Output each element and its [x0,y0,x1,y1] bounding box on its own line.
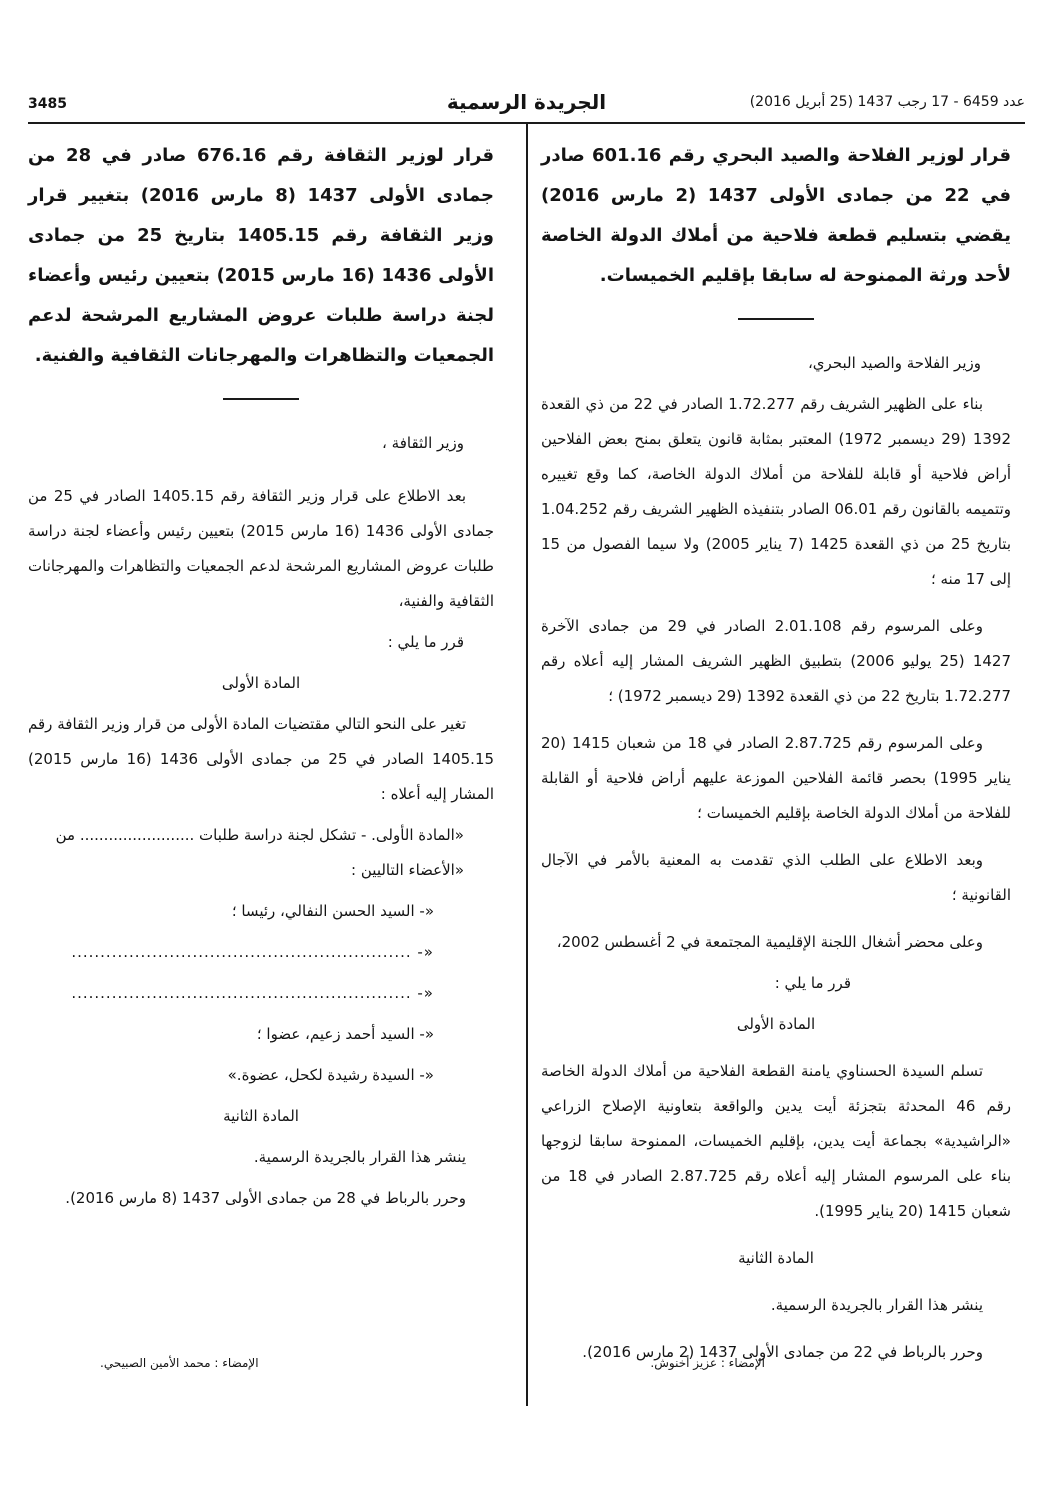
minister-line: وزير الثقافة ، [382,434,464,452]
preamble-paragraph: وعلى محضر أشغال اللجنة الإقليمية المجتمعة في 2 أغسطس 2002، [556,933,983,951]
member-item: «- ........................................................... [71,943,434,961]
article-heading: المادة الثانية [223,1107,299,1125]
decision-line: قرر ما يلي : [387,633,464,651]
page-number: 3485 [28,96,67,112]
decree-title: قرار لوزير الثقافة رقم 676.16 صادر في 28 من جمادى الأولى 1437 (8 مارس 2016) بتغيير قرار وزير الثقافة رقم 1405.15 بتاريخ 25 من جمادى الأولى 1436 (16 مارس 2015) بتعيين رئيس وأعضاء لجنة دراسة طلبات عروض المشاريع المرشحة لدعم الجمعيات والتظاهرات والمهرجانات الثقافية والفنية. [28,145,495,366]
decision-line: قرر ما يلي : [774,974,851,992]
preamble-paragraph: وعلى المرسوم رقم 2.87.725 الصادر في 18 من شعبان 1415 (20 يناير 1995) بحصر قائمة الفلاحين الموزعة عليهم أراض فلاحية أو القابلة للفلاحة من أملاك الدولة الخاصة بإقليم الخميسات ؛ [541,734,1011,822]
minister-line: وزير الفلاحة والصيد البحري، [807,354,981,372]
article-text: ينشر هذا القرار بالجريدة الرسمية. [253,1148,466,1166]
title-separator [223,398,299,400]
page-header [28,90,1025,122]
signature: الإمضاء : محمد الأمين الصبيحي. [100,1356,259,1370]
article-text: تسلم السيدة الحسناوي يامنة القطعة الفلاحية من أملاك الدولة الخاصة رقم 46 المحدثة بتجزئة أيت يدين والواقعة بتعاونية الإصلاح الزراعي «الراشيدية» بجماعة أيت يدين، بإقليم الخميسات، الممنوحة سابقا لزوجها بناء على المرسوم المشار إليه أعلاه رقم 2.87.725 الصادر في 18 من شعبان 1415 (20 يناير 1995). [541,1062,1012,1220]
gazette-title: الجريدة الرسمية [446,90,607,114]
decree-culture [28,136,494,1216]
decree-title: قرار لوزير الفلاحة والصيد البحري رقم 601.16 صادر في 22 من جمادى الأولى 1437 (2 مارس 2016) يقضي بتسليم قطعة فلاحية من أملاك الدولة الخاصة لأحد ورثة الممنوحة له سابقا بإقليم الخميسات. [541,145,1011,286]
member-item: «- السيدة رشيدة لكحل، عضوة.» [227,1066,434,1084]
article-text: ينشر هذا القرار بالجريدة الرسمية. [770,1296,983,1314]
article-heading: المادة الثانية [738,1249,814,1267]
preamble-paragraph: وعلى المرسوم رقم 2.01.108 الصادر في 29 من جمادى الآخرة 1427 (25 يوليو 2006) بتطبيق الظهير الشريف المشار إليه أعلاه رقم 1.72.277 بتاريخ 22 من ذي القعدة 1392 (29 ديسمبر 1972) ؛ [541,617,1011,705]
preamble-paragraph: بناء على الظهير الشريف رقم 1.72.277 الصادر في 22 من ذي القعدة 1392 (29 ديسمبر 1972) المعتبر بمثابة قانون يتعلق بمنح بعض الفلاحين أراض فلاحية أو قابلة للفلاحة من أملاك الدولة الخاصة، كما وقع تغييره وتتميمه بالقانون رقم 06.01 الصادر بتنفيذه الظهير الشريف رقم 1.04.252 بتاريخ 25 من ذي القعدة 1425 (7 يناير 2005) ولا سيما الفصول من 15 إلى 17 منه ؛ [541,395,1012,588]
decree-agriculture [541,136,1011,1370]
signature: الإمضاء : عزيز أخنوش. [650,1356,765,1370]
member-item: «- السيد أحمد زعيم، عضوا ؛ [256,1025,434,1043]
closing-line: وحرر بالرباط في 28 من جمادى الأولى 1437 (8 مارس 2016). [65,1189,466,1207]
closing-line: وحرر بالرباط في 22 من جمادى الأولى 1437 (2 مارس 2016). [582,1343,983,1361]
quoted-article: «المادة الأولى. - تشكل لجنة دراسة طلبات ........................ من [55,826,464,844]
title-separator [738,318,814,320]
article-text: تغير على النحو التالي مقتضيات المادة الأولى من قرار وزير الثقافة رقم 1405.15 الصادر في 25 من جمادى الأولى 1436 (16 مارس 2015) المشار إليه أعلاه : [28,715,495,803]
article-heading: المادة الأولى [736,1015,816,1033]
column-divider [526,124,528,1406]
issue-info: عدد 6459 - 17 رجب 1437 (25 أبريل 2016) [749,94,1025,110]
quoted-article: «الأعضاء التاليين : [351,861,464,879]
article-heading: المادة الأولى [221,674,301,692]
member-item: «- ........................................................... [71,984,434,1002]
member-item: «- السيد الحسن النفالي، رئيسا ؛ [231,902,434,920]
preamble-paragraph: وبعد الاطلاع على الطلب الذي تقدمت به المعنية بالأمر في الآجال القانونية ؛ [541,851,1011,904]
preamble-paragraph: بعد الاطلاع على قرار وزير الثقافة رقم 1405.15 الصادر في 25 من جمادى الأولى 1436 (16 مارس 2015) بتعيين رئيس وأعضاء لجنة دراسة طلبات عروض المشاريع المرشحة لدعم الجمعيات والتظاهرات والمهرجانات الثقافية والفنية، [28,487,494,610]
